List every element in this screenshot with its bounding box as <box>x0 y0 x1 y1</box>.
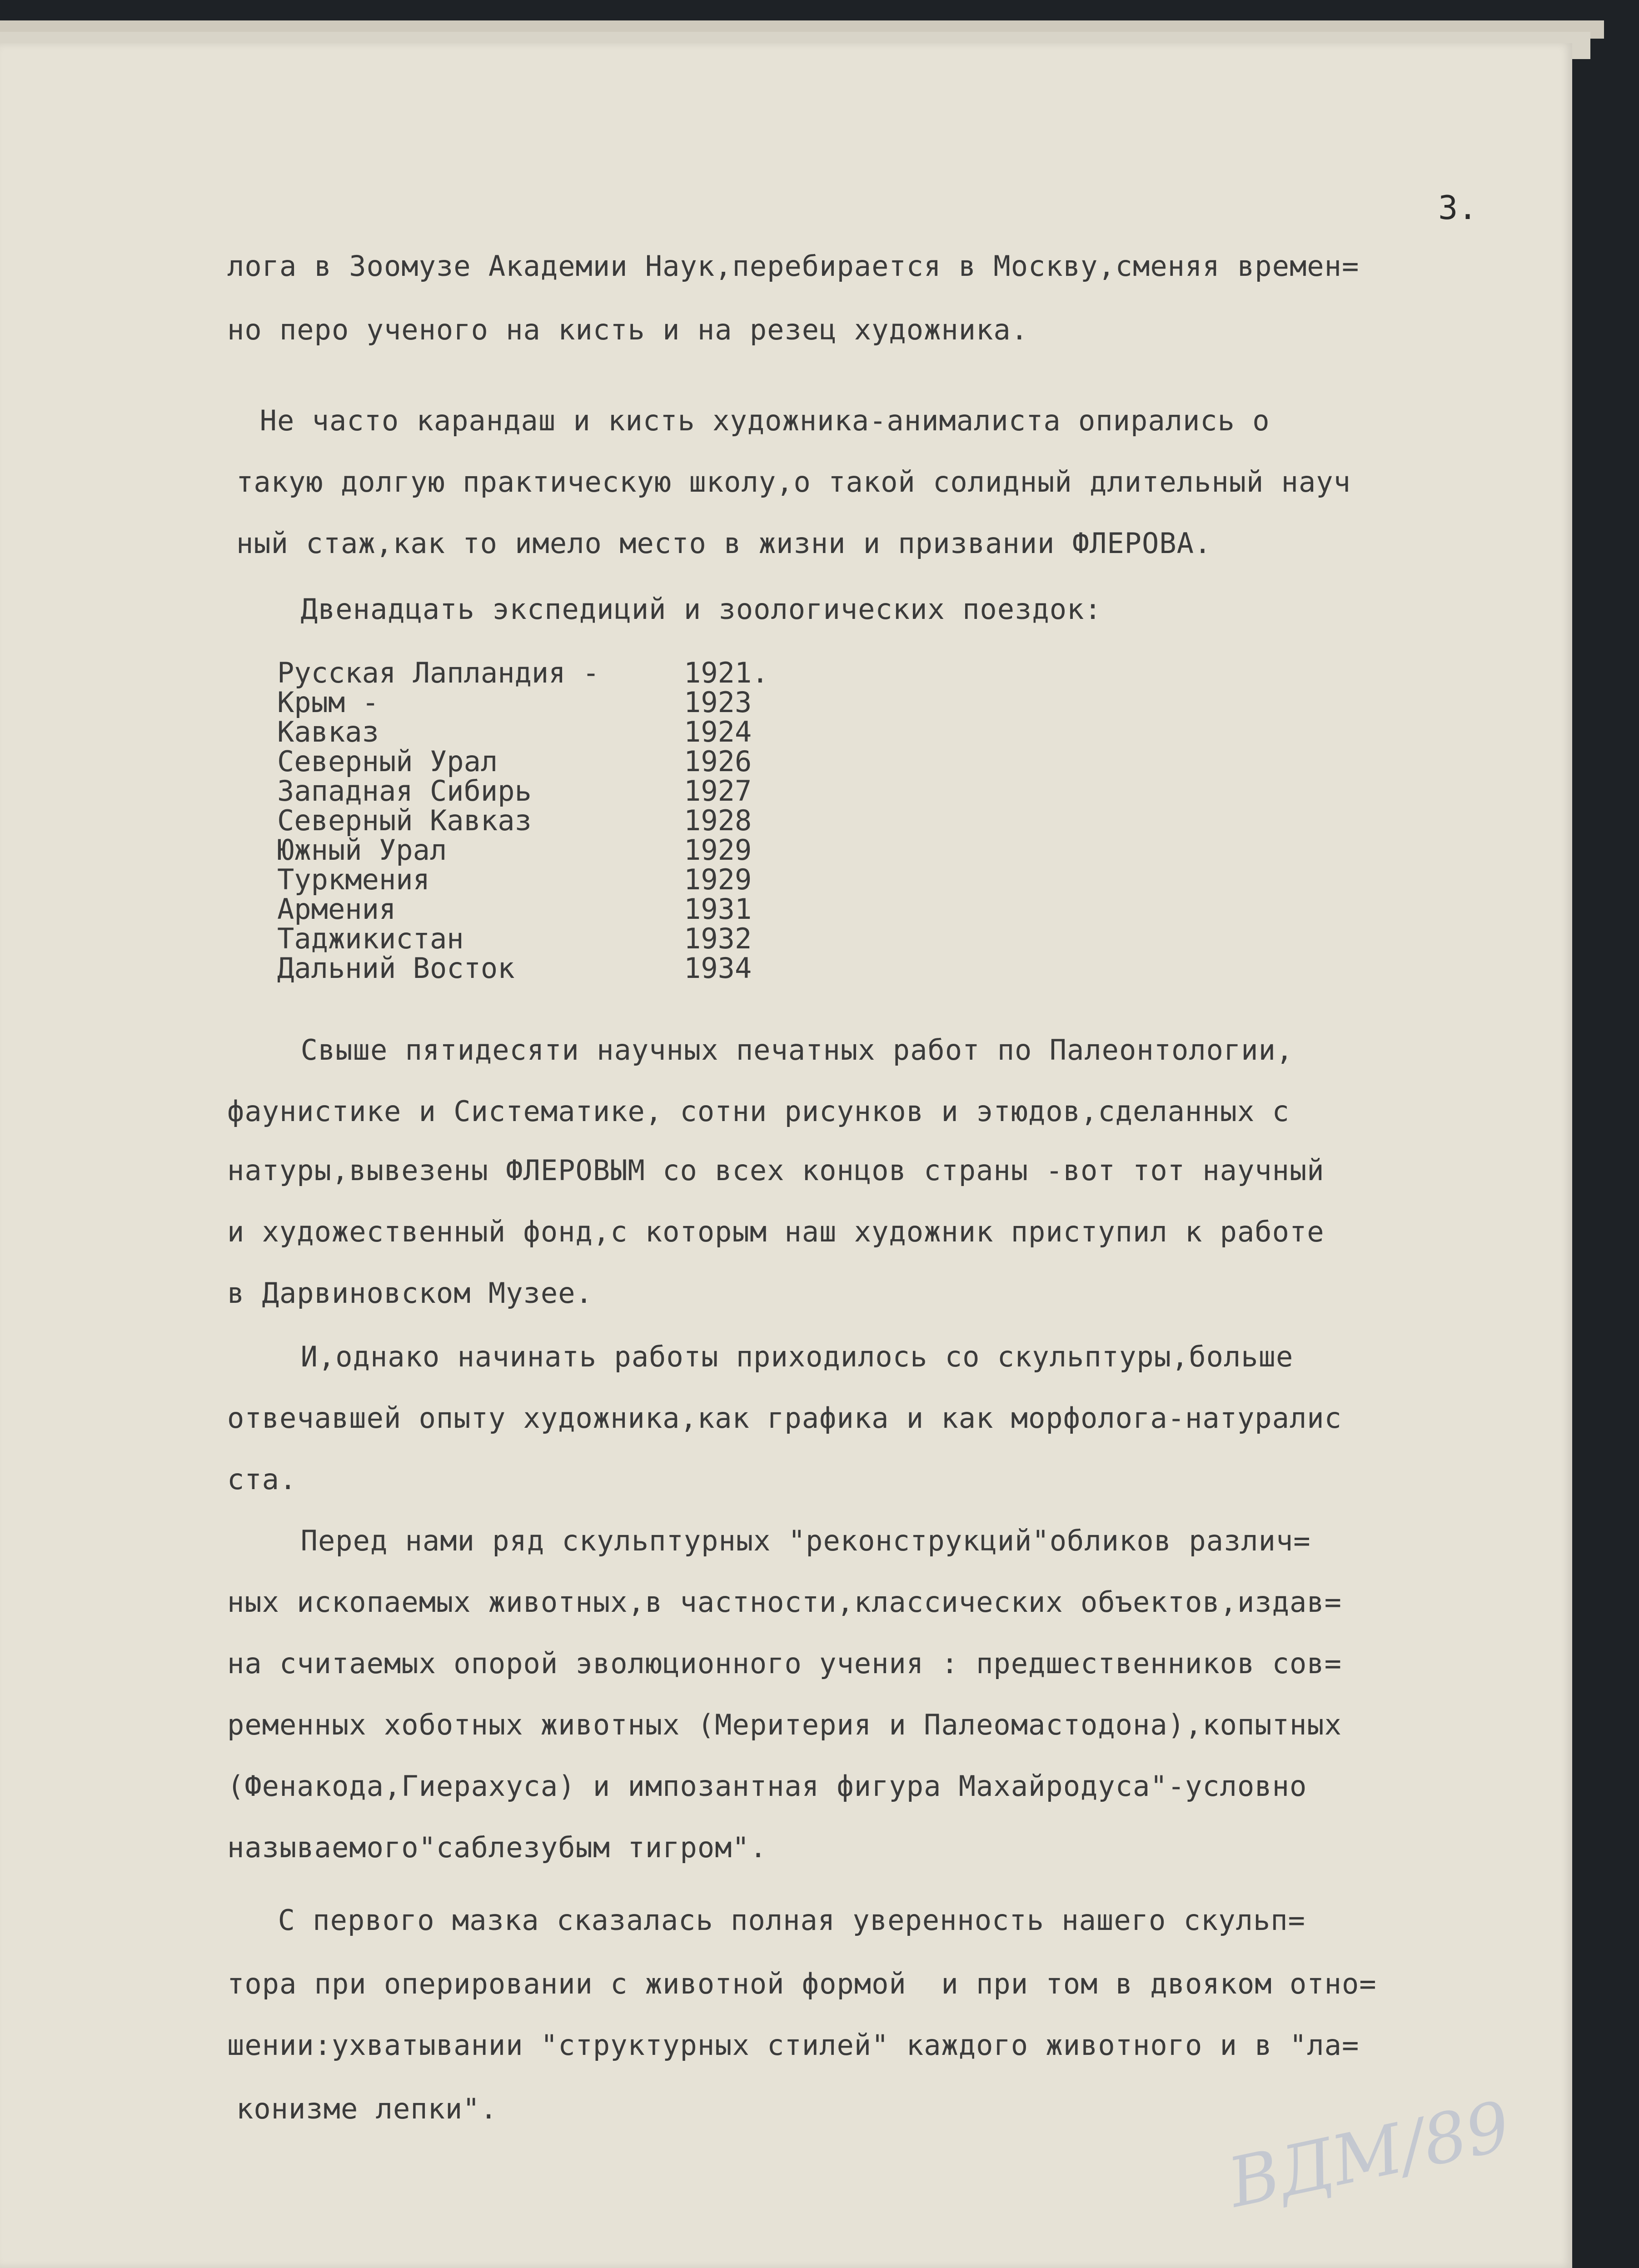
expedition-place: Кавказ <box>277 715 379 748</box>
text-line: лога в Зоомузе Академии Наук,перебирается в Москву,сменяя времен= <box>227 249 1360 283</box>
expedition-place: Таджикистан <box>277 922 464 955</box>
text-line: и художественный фонд,с которым наш художник приступил к работе <box>227 1215 1325 1248</box>
expedition-place: Русская Лапландия - <box>277 656 600 689</box>
expedition-year: 1926 <box>684 745 752 778</box>
page-number: 3. <box>1438 189 1478 227</box>
text-line: тора при оперировании с животной формой и при том в двояком отно= <box>227 1967 1377 2000</box>
expedition-year: 1928 <box>684 804 752 837</box>
expedition-year: 1929 <box>684 863 752 896</box>
expedition-year: 1931 <box>684 892 752 926</box>
text-line: Не часто карандаш и кисть художника-анималиста опирались о <box>173 404 1270 437</box>
text-line: ный стаж,как то имело место в жизни и призвании ФЛЕРОВА. <box>236 527 1212 560</box>
document-page <box>0 43 1572 2268</box>
text-line: на считаемых опорой эволюционного учения : предшественников сов= <box>227 1647 1342 1680</box>
text-line: называемого"саблезубым тигром". <box>227 1831 767 1864</box>
text-line: но перо ученого на кисть и на резец художника. <box>227 313 1029 346</box>
text-line: фаунистике и Систематике, сотни рисунков и этюдов,сделанных с <box>227 1095 1290 1128</box>
expedition-year: 1927 <box>684 774 752 808</box>
typed-sheet <box>0 43 1572 2268</box>
handwritten-archive-mark: ВДМ/89 <box>1221 2086 1517 2223</box>
expedition-year: 1932 <box>684 922 752 955</box>
text-line: ных ископаемых животных,в частности,классических объектов,издав= <box>227 1585 1342 1619</box>
text-line: Перед нами ряд скульптурных "реконструкций"обликов различ= <box>214 1524 1311 1557</box>
expedition-place: Дальний Восток <box>277 952 515 985</box>
expedition-place: Южный Урал <box>277 833 447 867</box>
expedition-year: 1934 <box>684 952 752 985</box>
text-line: конизме лепки". <box>236 2092 498 2125</box>
expedition-year: 1924 <box>684 715 752 748</box>
expedition-year: 1923 <box>684 686 752 719</box>
expedition-place: Северный Урал <box>277 745 498 778</box>
text-line: отвечавшей опыту художника,как графика и как морфолога-натуралис <box>227 1401 1342 1435</box>
expedition-place: Крым - <box>277 686 379 719</box>
text-line: (Фенакода,Гиерахуса) и импозантная фигура Махайродуса"-условно <box>227 1770 1307 1803</box>
expedition-year: 1921. <box>684 656 769 689</box>
text-line: в Дарвиновском Музее. <box>227 1276 593 1310</box>
expedition-place: Западная Сибирь <box>277 774 532 808</box>
text-line: такую долгую практическую школу,о такой солидный длительный науч <box>236 465 1351 498</box>
expedition-place: Северный Кавказ <box>277 804 532 837</box>
expedition-place: Армения <box>277 892 396 926</box>
text-line: натуры,вывезены ФЛЕРОВЫМ со всех концов страны -вот тот научный <box>227 1154 1325 1187</box>
text-line: Свыше пятидесяти научных печатных работ по Палеонтологии, <box>214 1033 1294 1067</box>
text-line: С первого мазка сказалась полная уверенность нашего скульп= <box>191 1904 1305 1937</box>
expedition-place: Туркмения <box>277 863 430 896</box>
text-line: И,однако начинать работы приходилось со скульптуры,больше <box>214 1340 1294 1373</box>
text-line: Двенадцать экспедиций и зоологических поездок: <box>214 593 1102 626</box>
text-line: ста. <box>227 1463 297 1496</box>
text-line: ременных хоботных животных (Меритерия и Палеомастодона),копытных <box>227 1708 1342 1741</box>
text-line: шении:ухватывании "структурных стилей" каждого животного и в "ла= <box>227 2029 1360 2062</box>
expedition-year: 1929 <box>684 833 752 867</box>
